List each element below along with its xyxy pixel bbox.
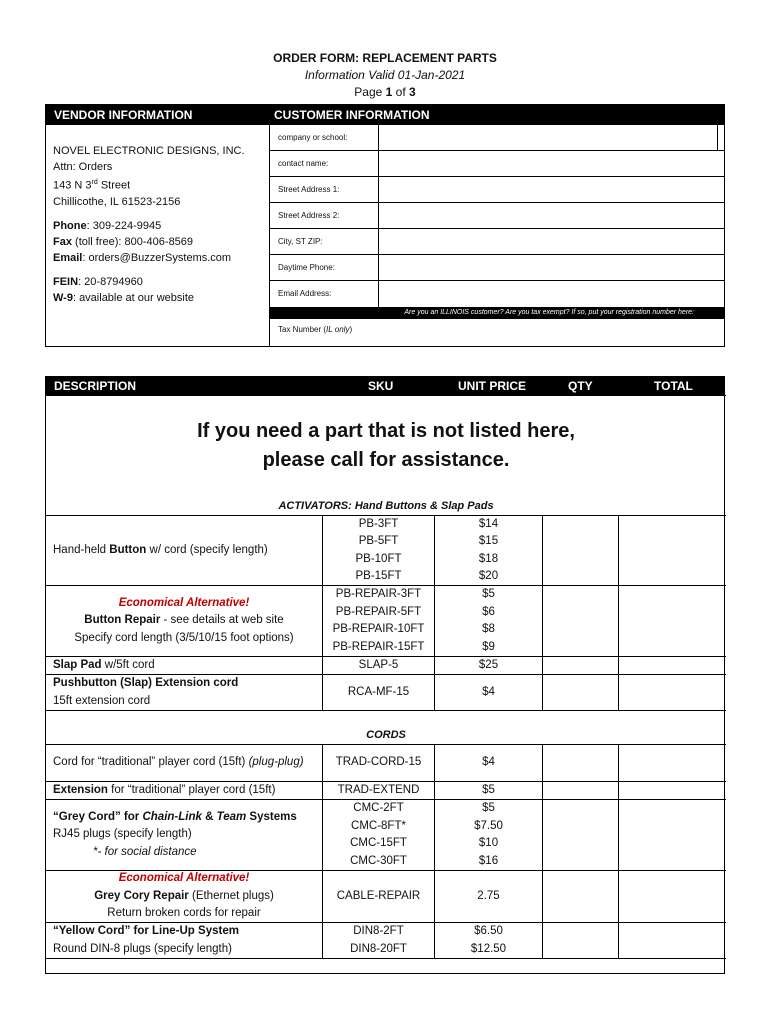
vendor-phone: Phone: 309-224-9945 — [53, 219, 162, 232]
sku-grey: CMC-2FT CMC-8FT* CMC-15FT CMC-30FT — [322, 800, 434, 870]
qty-cell[interactable] — [542, 657, 618, 674]
street-address-1-field[interactable]: Street Address 1: — [270, 177, 724, 203]
table-row — [46, 870, 726, 922]
qty-cell[interactable] — [542, 871, 618, 922]
vendor-company: NOVEL ELECTRONIC DESIGNS, INC. — [53, 145, 245, 157]
total-cell — [618, 800, 726, 870]
table-row — [46, 922, 726, 958]
header-total: TOTAL — [654, 379, 693, 393]
form-header — [0, 50, 770, 101]
sku-yellow: DIN8-2FT DIN8-20FT — [322, 923, 434, 958]
callout-line-2: please call for assistance. — [262, 449, 510, 471]
desc-slap-extension: Pushbutton (Slap) Extension cord 15ft extension cord — [53, 677, 239, 707]
qty-cell[interactable] — [542, 923, 618, 958]
desc-traditional-cord: Cord for “traditional” player cord (15ft) (plug-plug) — [53, 756, 304, 769]
section-cords: CORDS — [366, 729, 406, 741]
vendor-attn: Attn: Orders — [53, 161, 113, 173]
page-indicator — [0, 84, 770, 101]
sku-slap: SLAP-5 — [322, 657, 434, 674]
sku-handheld: PB-3FT PB-5FT PB-10FT PB-15FT — [322, 516, 434, 585]
vendor-heading: VENDOR INFORMATION — [46, 105, 269, 125]
page-number: 1 — [385, 85, 393, 99]
desc-slap-pad: Slap Pad w/5ft cord — [53, 658, 155, 671]
table-row — [46, 515, 726, 585]
info-box — [45, 104, 725, 347]
table-row — [46, 744, 726, 781]
desc-grey-cord: “Grey Cord” for Chain-Link & Team Systems RJ45 plugs (specify length) *- for social distance — [53, 810, 297, 858]
contact-name-field[interactable]: contact name: — [270, 151, 724, 177]
price-tradext: $5 — [434, 782, 542, 799]
total-cell — [618, 586, 726, 656]
desc-button-repair: Economical Alternative! Button Repair - see details at web site Specify cord length (3/5/10/15 foot options) — [74, 596, 294, 644]
city-state-zip-field[interactable]: City, ST ZIP: — [270, 229, 724, 255]
sku-ext: RCA-MF-15 — [322, 675, 434, 710]
street-address-2-field[interactable]: Street Address 2: — [270, 203, 724, 229]
qty-cell[interactable] — [542, 745, 618, 781]
economical-alt-label: Economical Alternative! — [118, 872, 250, 885]
vendor-fax: Fax (toll free): 800-406-8569 — [53, 235, 194, 248]
desc-grey-repair: Economical Alternative! Grey Cory Repair (Ethernet plugs) Return broken cords for repair — [94, 872, 274, 920]
daytime-phone-field[interactable]: Daytime Phone: — [270, 255, 724, 281]
qty-cell[interactable] — [542, 800, 618, 870]
total-cell — [618, 516, 726, 585]
illinois-note: Are you an ILLINOIS customer? Are you tax exempt? If so, put your registration number here: — [270, 307, 724, 319]
total-cell — [618, 657, 726, 674]
section-activators: ACTIVATORS: Hand Buttons & Slap Pads — [278, 500, 494, 512]
sku-tradext: TRAD-EXTEND — [322, 782, 434, 799]
qty-cell[interactable] — [542, 516, 618, 585]
page-total: 3 — [409, 85, 416, 99]
table-row — [46, 799, 726, 870]
page-prefix: Page — [354, 85, 386, 99]
customer-heading: CUSTOMER INFORMATION — [270, 105, 724, 125]
header-description: DESCRIPTION — [54, 379, 137, 393]
table-row — [46, 585, 726, 656]
table-row — [46, 656, 726, 674]
qty-cell[interactable] — [542, 675, 618, 710]
total-cell — [618, 923, 726, 958]
sku-repair: PB-REPAIR-3FT PB-REPAIR-5FT PB-REPAIR-10FT PB-REPAIR-15FT — [322, 586, 434, 656]
header-qty: QTY — [568, 379, 593, 393]
sku-greyrepair: CABLE-REPAIR — [322, 871, 434, 922]
price-slap: $25 — [434, 657, 542, 674]
economical-alt-label: Economical Alternative! — [118, 596, 250, 609]
header-sku: SKU — [368, 379, 394, 393]
email-address-field[interactable]: Email Address: — [270, 281, 724, 307]
assistance-callout — [46, 417, 726, 475]
valid-date: Information Valid 01-Jan-2021 — [304, 68, 466, 82]
callout-line-1: If you need a part that is not listed here, — [197, 420, 575, 442]
qty-cell[interactable] — [542, 586, 618, 656]
vendor-fein: FEIN: 20-8794960 — [53, 275, 143, 288]
vendor-street: 143 N 3rd Street — [53, 179, 131, 192]
price-handheld: $14 $15 $18 $20 — [434, 516, 542, 585]
company-field[interactable]: company or school: — [270, 125, 724, 151]
desc-yellow-cord: “Yellow Cord” for Line-Up System Round DIN-8 plugs (specify length) — [53, 925, 239, 955]
total-cell — [618, 782, 726, 799]
tax-number-field[interactable]: Tax Number (IL only) — [278, 325, 353, 334]
vendor-w9: W-9: available at our website — [53, 291, 195, 304]
sku-trad: TRAD-CORD-15 — [322, 745, 434, 781]
table-row — [46, 781, 726, 799]
qty-cell[interactable] — [542, 782, 618, 799]
table-row — [46, 674, 726, 710]
table-header — [46, 377, 724, 395]
price-ext: $4 — [434, 675, 542, 710]
total-cell — [618, 745, 726, 781]
page-of: of — [392, 85, 410, 99]
form-title: ORDER FORM: REPLACEMENT PARTS — [273, 51, 497, 65]
price-repair: $5 $6 $8 $9 — [434, 586, 542, 656]
price-grey: $5 $7.50 $10 $16 — [434, 800, 542, 870]
price-trad: $4 — [434, 745, 542, 781]
total-cell — [618, 871, 726, 922]
order-table — [45, 376, 725, 974]
price-yellow: $6.50 $12.50 — [434, 923, 542, 958]
total-cell — [618, 675, 726, 710]
header-unit-price: UNIT PRICE — [458, 379, 527, 393]
price-greyrepair: 2.75 — [434, 871, 542, 922]
vendor-email: Email: orders@BuzzerSystems.com — [53, 251, 232, 264]
vendor-city: Chillicothe, IL 61523-2156 — [53, 195, 181, 208]
customer-section — [269, 105, 724, 346]
vendor-section — [46, 105, 269, 346]
desc-handheld-button: Hand-held Button w/ cord (specify length) — [53, 543, 268, 556]
desc-trad-extension: Extension for “traditional” player cord (15ft) — [53, 783, 276, 796]
